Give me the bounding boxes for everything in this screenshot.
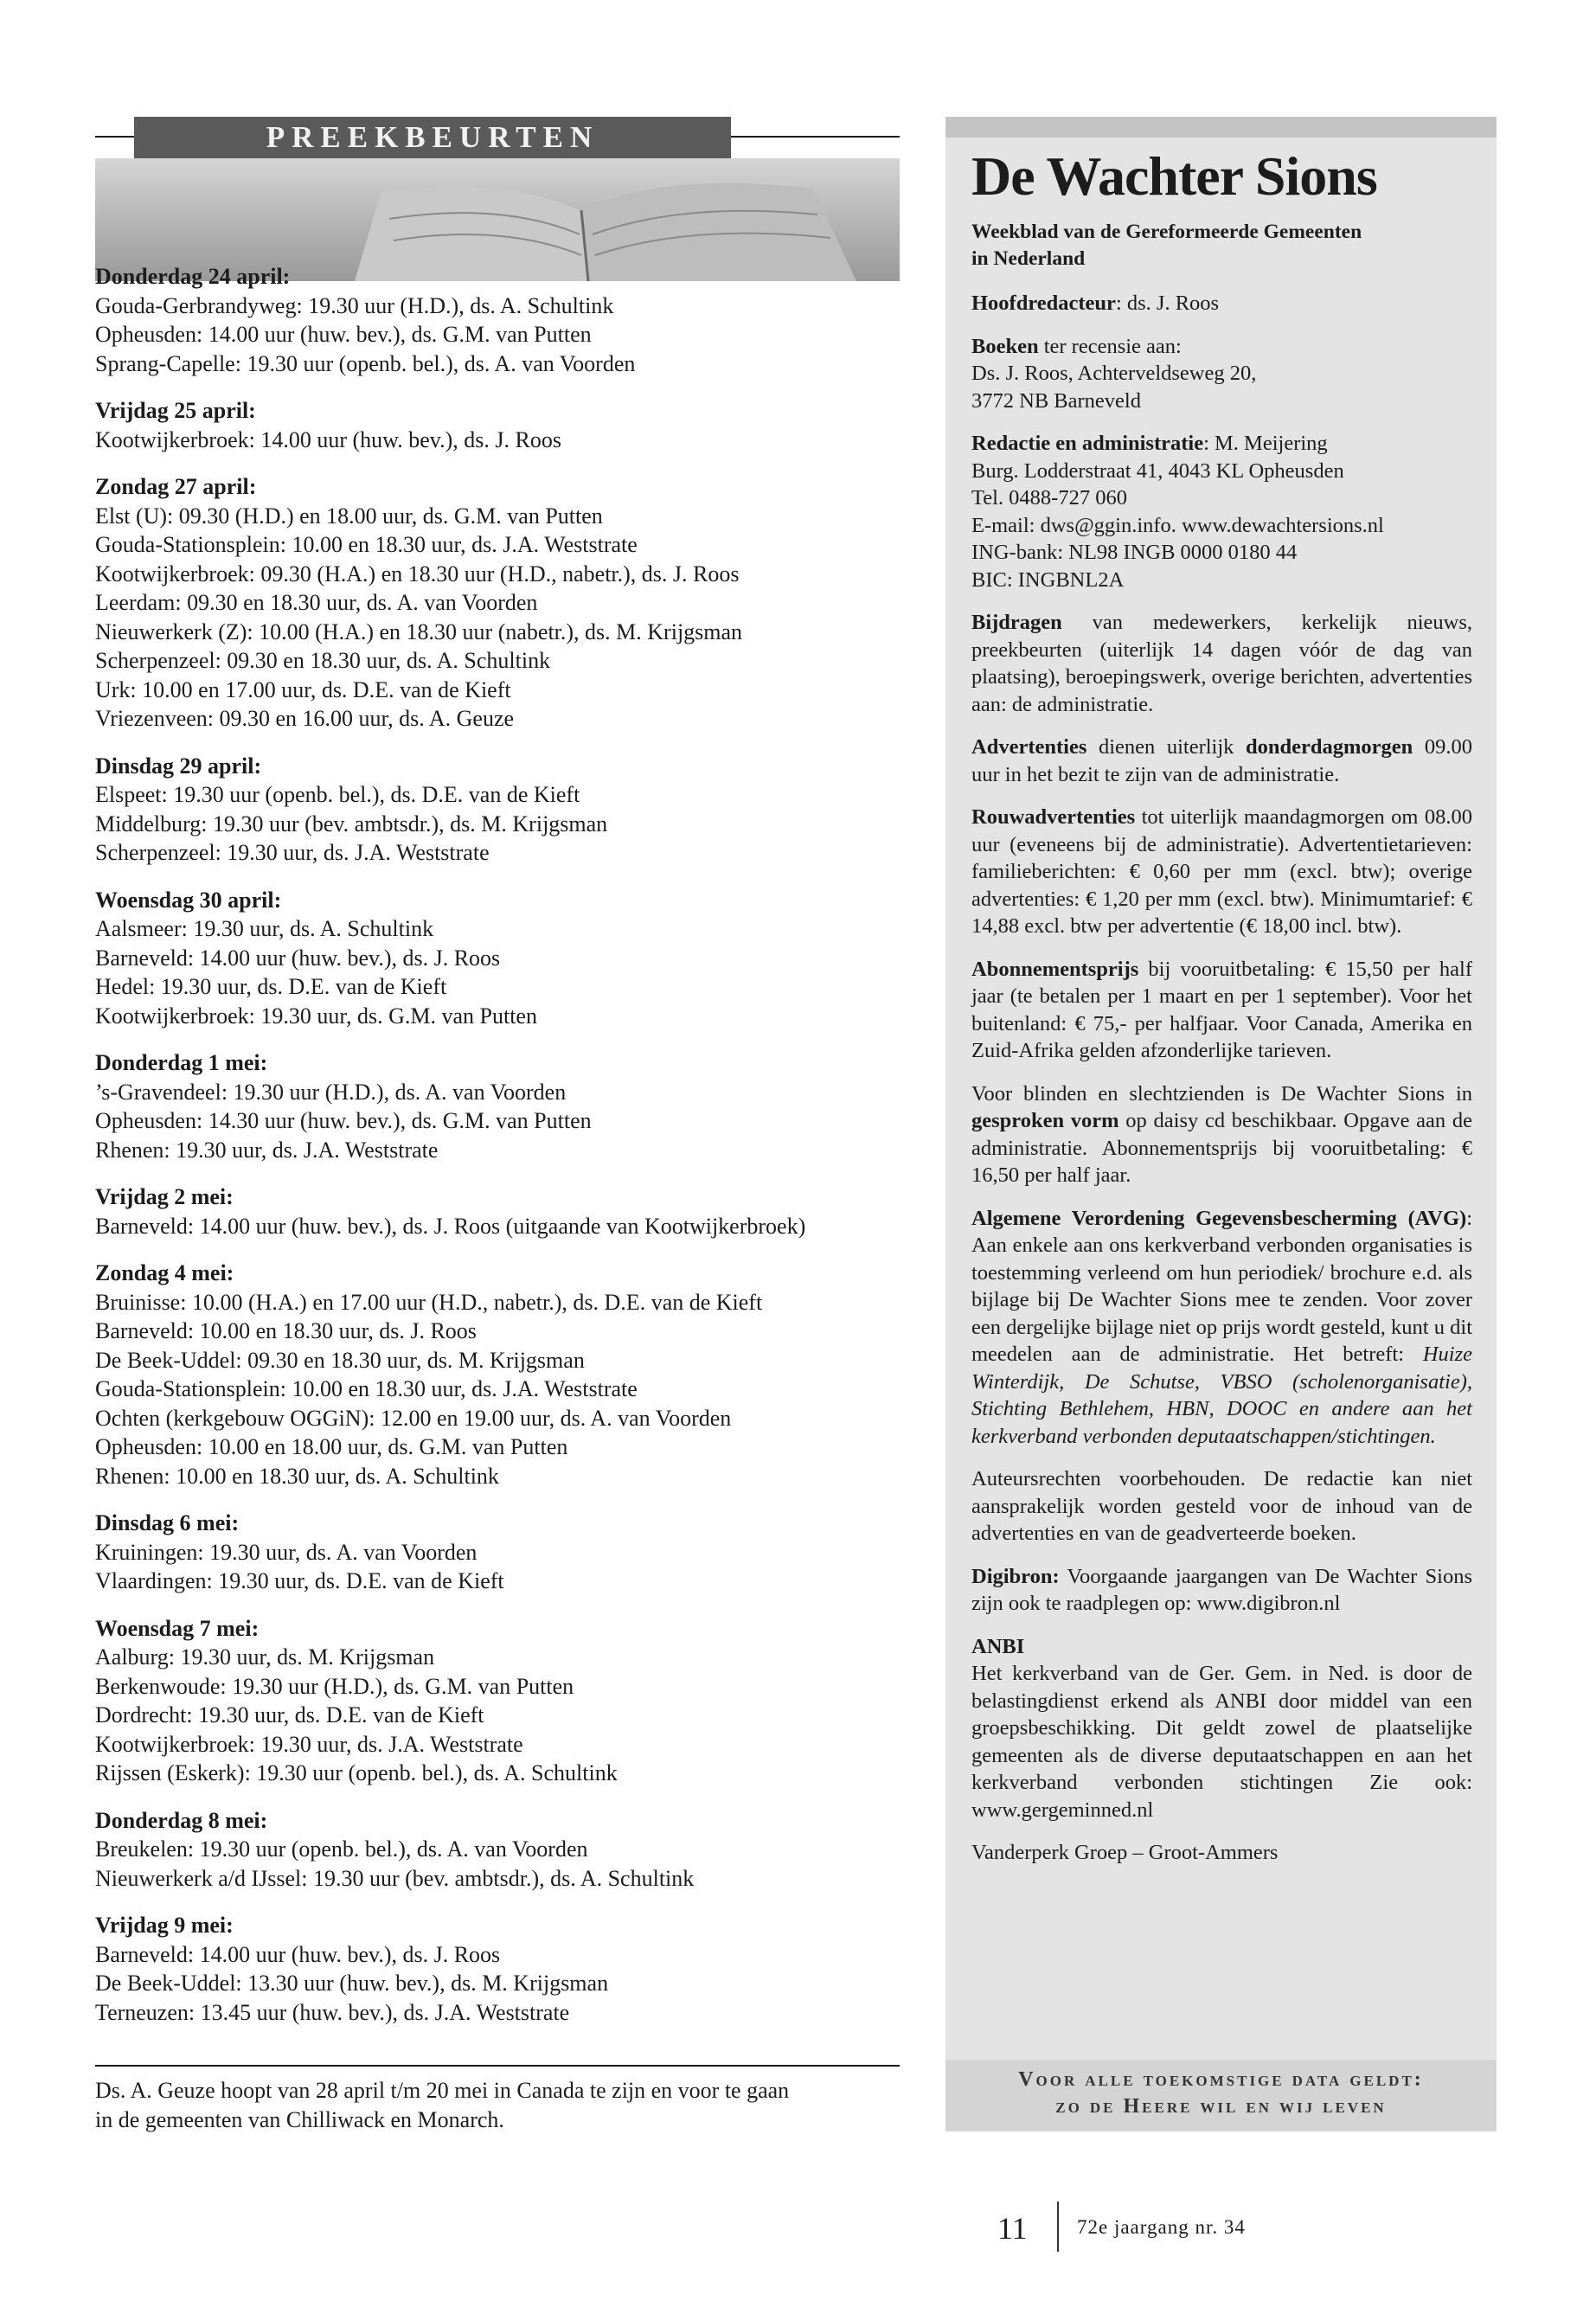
service-line: Breukelen: 19.30 uur (openb. bel.), ds. A. van Voorden <box>95 1836 588 1862</box>
volume-info: 72e jaargang nr. 34 <box>1077 2216 1246 2238</box>
address-line: Ds. J. Roos, Achterveldseweg 20, <box>971 362 1257 385</box>
day-title: Vrijdag 25 april: <box>95 398 256 423</box>
service-day <box>95 1259 900 1490</box>
note-line: Ds. A. Geuze hoopt van 28 april t/m 20 mei in Canada te zijn en voor te gaan <box>95 2078 790 2103</box>
service-line: Sprang-Capelle: 19.30 uur (openb. bel.), ds. A. van Voorden <box>95 350 636 376</box>
label: Rouwadvertenties <box>971 805 1136 829</box>
service-line: ’s-Gravendeel: 19.30 uur (H.D.), ds. A. van Voorden <box>95 1079 567 1105</box>
note <box>95 2076 900 2134</box>
service-day <box>95 1048 900 1164</box>
service-line: Rhenen: 19.30 uur, ds. J.A. Weststrate <box>95 1137 439 1163</box>
service-line: Opheusden: 10.00 en 18.00 uur, ds. G.M. van Putten <box>95 1434 568 1459</box>
section-title: PREEKBEURTEN <box>134 117 731 158</box>
service-line: Gouda-Stationsplein: 10.00 en 18.30 uur, ds. J.A. Weststrate <box>95 532 638 557</box>
masthead-subtitle <box>971 219 1472 272</box>
service-line: Barneveld: 14.00 uur (huw. bev.), ds. J. Roos <box>95 1941 501 1967</box>
service-line: Kootwijkerbroek: 19.30 uur, ds. G.M. van Putten <box>95 1003 537 1029</box>
day-title: Woensdag 7 mei: <box>95 1615 260 1641</box>
label: Digibron: <box>971 1564 1060 1588</box>
label: Boeken <box>971 334 1039 358</box>
service-line: Gouda-Gerbrandyweg: 19.30 uur (H.D.), ds. A. Schultink <box>95 292 614 318</box>
service-line: Elspeet: 19.30 uur (openb. bel.), ds. D.E. van de Kieft <box>95 782 580 807</box>
value: : M. Meijering <box>1203 432 1328 455</box>
service-line: Berkenwoude: 19.30 uur (H.D.), ds. G.M. van Putten <box>95 1673 574 1699</box>
service-day <box>95 262 900 378</box>
abonnementsprijs <box>971 956 1472 1065</box>
rouwadvertenties <box>971 804 1472 940</box>
value: ter recensie aan: <box>1038 334 1182 358</box>
phone: Tel. 0488-727 060 <box>971 486 1127 510</box>
label: ANBI <box>971 1634 1025 1658</box>
label: Hoofdredacteur <box>971 292 1116 315</box>
text: Voorgaande jaargangen van De Wachter Sions zijn ook te raadplegen op: www.digibron.nl <box>971 1564 1472 1615</box>
bijdragen <box>971 609 1472 718</box>
service-line: Scherpenzeel: 19.30 uur, ds. J.A. Weststrate <box>95 840 490 865</box>
service-line: Scherpenzeel: 09.30 en 18.30 uur, ds. A. Schultink <box>95 648 551 673</box>
service-line: Middelburg: 19.30 uur (bev. ambtsdr.), ds. M. Krijgsman <box>95 811 608 836</box>
label: gesproken vorm <box>971 1109 1119 1132</box>
services-list <box>95 262 900 2045</box>
service-day <box>95 472 900 734</box>
service-line: Gouda-Stationsplein: 10.00 en 18.30 uur, ds. J.A. Weststrate <box>95 1376 638 1401</box>
day-title: Dinsdag 29 april: <box>95 753 262 779</box>
service-line: Terneuzen: 13.45 uur (huw. bev.), ds. J.A. Weststrate <box>95 1999 570 2025</box>
deadline: donderdagmorgen <box>1246 735 1413 759</box>
blinden <box>971 1080 1472 1189</box>
bank: ING-bank: NL98 INGB 0000 0180 44 <box>971 541 1298 564</box>
service-line: De Beek-Uddel: 13.30 uur (huw. bev.), ds. M. Krijgsman <box>95 1971 609 1996</box>
service-line: Aalburg: 19.30 uur, ds. M. Krijgsman <box>95 1644 435 1670</box>
redactie <box>971 430 1472 593</box>
boeken <box>971 333 1472 415</box>
label: Advertenties <box>971 735 1087 759</box>
service-line: Barneveld: 14.00 uur (huw. bev.), ds. J. Roos <box>95 945 501 971</box>
text: dienen uiterlijk <box>1086 735 1246 759</box>
service-line: Aalsmeer: 19.30 uur, ds. A. Schultink <box>95 916 434 941</box>
email-web: E-mail: dws@ggin.info. www.dewachtersions.nl <box>971 513 1384 537</box>
subtitle-line: in Nederland <box>971 247 1086 270</box>
service-line: Vlaardingen: 19.30 uur, ds. D.E. van de Kieft <box>95 1568 504 1593</box>
auteursrechten: Auteursrechten voorbehouden. De redactie kan niet aansprakelijk worden gesteld voor de inhoud van de advertenties en van de geadverteerde boeken. <box>971 1467 1472 1545</box>
day-title: Zondag 4 mei: <box>95 1260 234 1285</box>
service-line: Hedel: 19.30 uur, ds. D.E. van de Kieft <box>95 974 447 999</box>
advertenties <box>971 734 1472 788</box>
text: 09.00 uur in het bezit te zijn van de administratie. <box>971 735 1473 786</box>
footer-divider <box>1057 2202 1059 2252</box>
day-title: Vrijdag 2 mei: <box>95 1184 234 1209</box>
colophon-panel <box>945 117 1497 2126</box>
service-day <box>95 1614 900 1788</box>
anbi <box>971 1633 1472 1824</box>
hoofdredacteur <box>971 290 1472 317</box>
colophon-footer <box>945 2054 1497 2131</box>
service-line: Rhenen: 10.00 en 18.30 uur, ds. A. Schultink <box>95 1463 499 1489</box>
address-line: Burg. Lodderstraat 41, 4043 KL Opheusden <box>971 458 1344 483</box>
service-line: Nieuwerkerk a/d IJssel: 19.30 uur (bev. ambtsdr.), ds. A. Schultink <box>95 1865 695 1891</box>
service-day <box>95 1509 900 1596</box>
text: van medewerkers, kerkelijk nieuws, preekbeurten (uiterlijk 14 dagen vóór de dag van plaatsing), beroepingswerk, overige berichten, advertenties aan: de administratie. <box>971 611 1472 716</box>
service-line: Rijssen (Eskerk): 19.30 uur (openb. bel.), ds. A. Schultink <box>95 1760 618 1785</box>
text: : Aan enkele aan ons kerkverband verbonden organisaties is toestemming verleend om hun periodiek/ brochure e.d. als bijlage bij De Wachter Sions mee te zenden. Voor zover een dergelijke bijlage niet op prijs wordt gesteld, kunt u dit meedelen aan de administratie. Het betreft: <box>971 1206 1472 1366</box>
note-line: in de gemeenten van Chilliwack en Monarch. <box>95 2106 504 2132</box>
footer-line: zo de Heere wil en wij leven <box>1055 2095 1387 2118</box>
printer: Vanderperk Groep – Groot-Ammers <box>971 1841 1279 1864</box>
service-day <box>95 1806 900 1894</box>
footer-line: Voor alle toekomstige data geldt: <box>1018 2068 1424 2091</box>
service-line: Vriezenveen: 09.30 en 16.00 uur, ds. A. Geuze <box>95 706 515 731</box>
day-title: Donderdag 1 mei: <box>95 1050 268 1075</box>
service-line: Kootwijkerbroek: 09.30 (H.A.) en 18.30 uur (H.D., nabetr.), ds. J. Roos <box>95 561 740 586</box>
service-line: Kootwijkerbroek: 14.00 uur (huw. bev.), ds. J. Roos <box>95 426 561 452</box>
label: Redactie en administratie <box>971 432 1204 455</box>
text: Voor blinden en slechtzienden is De Wachter Sions in <box>971 1081 1472 1106</box>
note-divider <box>95 2065 900 2067</box>
value: : ds. J. Roos <box>1115 292 1220 315</box>
service-line: Nieuwerkerk (Z): 10.00 (H.A.) en 18.30 uur (nabetr.), ds. M. Krijgsman <box>95 619 743 644</box>
bic: BIC: INGBNL2A <box>971 567 1125 592</box>
service-day <box>95 886 900 1031</box>
text: op daisy cd beschikbaar. Opgave aan de administratie. Abonnementsprijs bij vooruitbetaling: € 16,50 per half jaar. <box>971 1109 1472 1187</box>
page-number: 11 <box>997 2211 1028 2246</box>
service-line: Bruinisse: 10.00 (H.A.) en 17.00 uur (H.D., nabetr.), ds. D.E. van de Kieft <box>95 1289 763 1315</box>
day-title: Donderdag 8 mei: <box>95 1807 268 1833</box>
service-line: Opheusden: 14.00 uur (huw. bev.), ds. G.M. van Putten <box>95 322 592 347</box>
colophon-topbar <box>945 117 1497 138</box>
address-line: 3772 NB Barneveld <box>971 388 1141 413</box>
service-line: Urk: 10.00 en 17.00 uur, ds. D.E. van de Kieft <box>95 676 511 702</box>
label: Algemene Verordening Gegevensbescherming (AVG) <box>971 1206 1467 1230</box>
text: Het kerkverband van de Ger. Gem. in Ned. is door de belastingdienst erkend als ANBI door middel van een groepsbeschikking. Dit geldt zowel de plaatselijke gemeenten als de diverse deputaatschappen en aan het kerkverband verbonden stichtingen Zie ook: www.gergeminned.nl <box>971 1662 1472 1822</box>
masthead-title: De Wachter Sions <box>971 145 1377 207</box>
service-line: Leerdam: 09.30 en 18.30 uur, ds. A. van Voorden <box>95 590 538 615</box>
subtitle-line: Weekblad van de Gereformeerde Gemeenten <box>971 221 1362 243</box>
day-title: Donderdag 24 april: <box>95 264 291 289</box>
service-line: Opheusden: 14.30 uur (huw. bev.), ds. G.M. van Putten <box>95 1108 592 1133</box>
day-title: Vrijdag 9 mei: <box>95 1913 234 1938</box>
service-line: De Beek-Uddel: 09.30 en 18.30 uur, ds. M. Krijgsman <box>95 1347 585 1373</box>
service-day <box>95 1911 900 2027</box>
organisations: Huize Winterdijk, De Schutse, VBSO (scholenorganisatie), Stichting Bethlehem, HBN, DOOC en andere aan het kerkverband verbonden deputaatschappen/stichtingen. <box>971 1343 1472 1448</box>
label: Bijdragen <box>971 611 1062 634</box>
digibron <box>971 1563 1472 1618</box>
day-title: Woensdag 30 april: <box>95 887 282 913</box>
service-day <box>95 1183 900 1240</box>
day-title: Zondag 27 april: <box>95 474 257 499</box>
service-day <box>95 396 900 454</box>
day-title: Dinsdag 6 mei: <box>95 1510 240 1535</box>
avg <box>971 1205 1472 1451</box>
service-day <box>95 752 900 868</box>
label: Abonnementsprijs <box>971 957 1139 981</box>
service-line: Kruiningen: 19.30 uur, ds. A. van Voorden <box>95 1539 478 1565</box>
service-line: Ochten (kerkgebouw OGGiN): 12.00 en 19.00 uur, ds. A. van Voorden <box>95 1405 732 1431</box>
service-line: Kootwijkerbroek: 19.30 uur, ds. J.A. Weststrate <box>95 1731 523 1757</box>
service-line: Dordrecht: 19.30 uur, ds. D.E. van de Kieft <box>95 1702 484 1727</box>
service-line: Elst (U): 09.30 (H.D.) en 18.00 uur, ds. G.M. van Putten <box>95 503 603 529</box>
text: tot uiterlijk maandagmorgen om 08.00 uur (eveneens bij de administratie). Advertentietarieven: familieberichten: € 0,60 per mm (excl. btw); overige advertenties: € 1,20 per mm (excl. btw). Minimumtarief: € 14,88 excl. btw per advertentie (€ 18,00 incl. btw). <box>971 805 1472 938</box>
service-line: Barneveld: 10.00 en 18.30 uur, ds. J. Roos <box>95 1318 477 1343</box>
service-line: Barneveld: 14.00 uur (huw. bev.), ds. J. Roos (uitgaande van Kootwijkerbroek) <box>95 1213 806 1239</box>
text: bij vooruitbetaling: € 15,50 per half jaar (te betalen per 1 maart en per 1 september). Voor het buitenland: € 75,- per halfjaar. Voor Canada, Amerika en Zuid-Afrika gelden afzonderlijke tarieven. <box>971 957 1472 1062</box>
